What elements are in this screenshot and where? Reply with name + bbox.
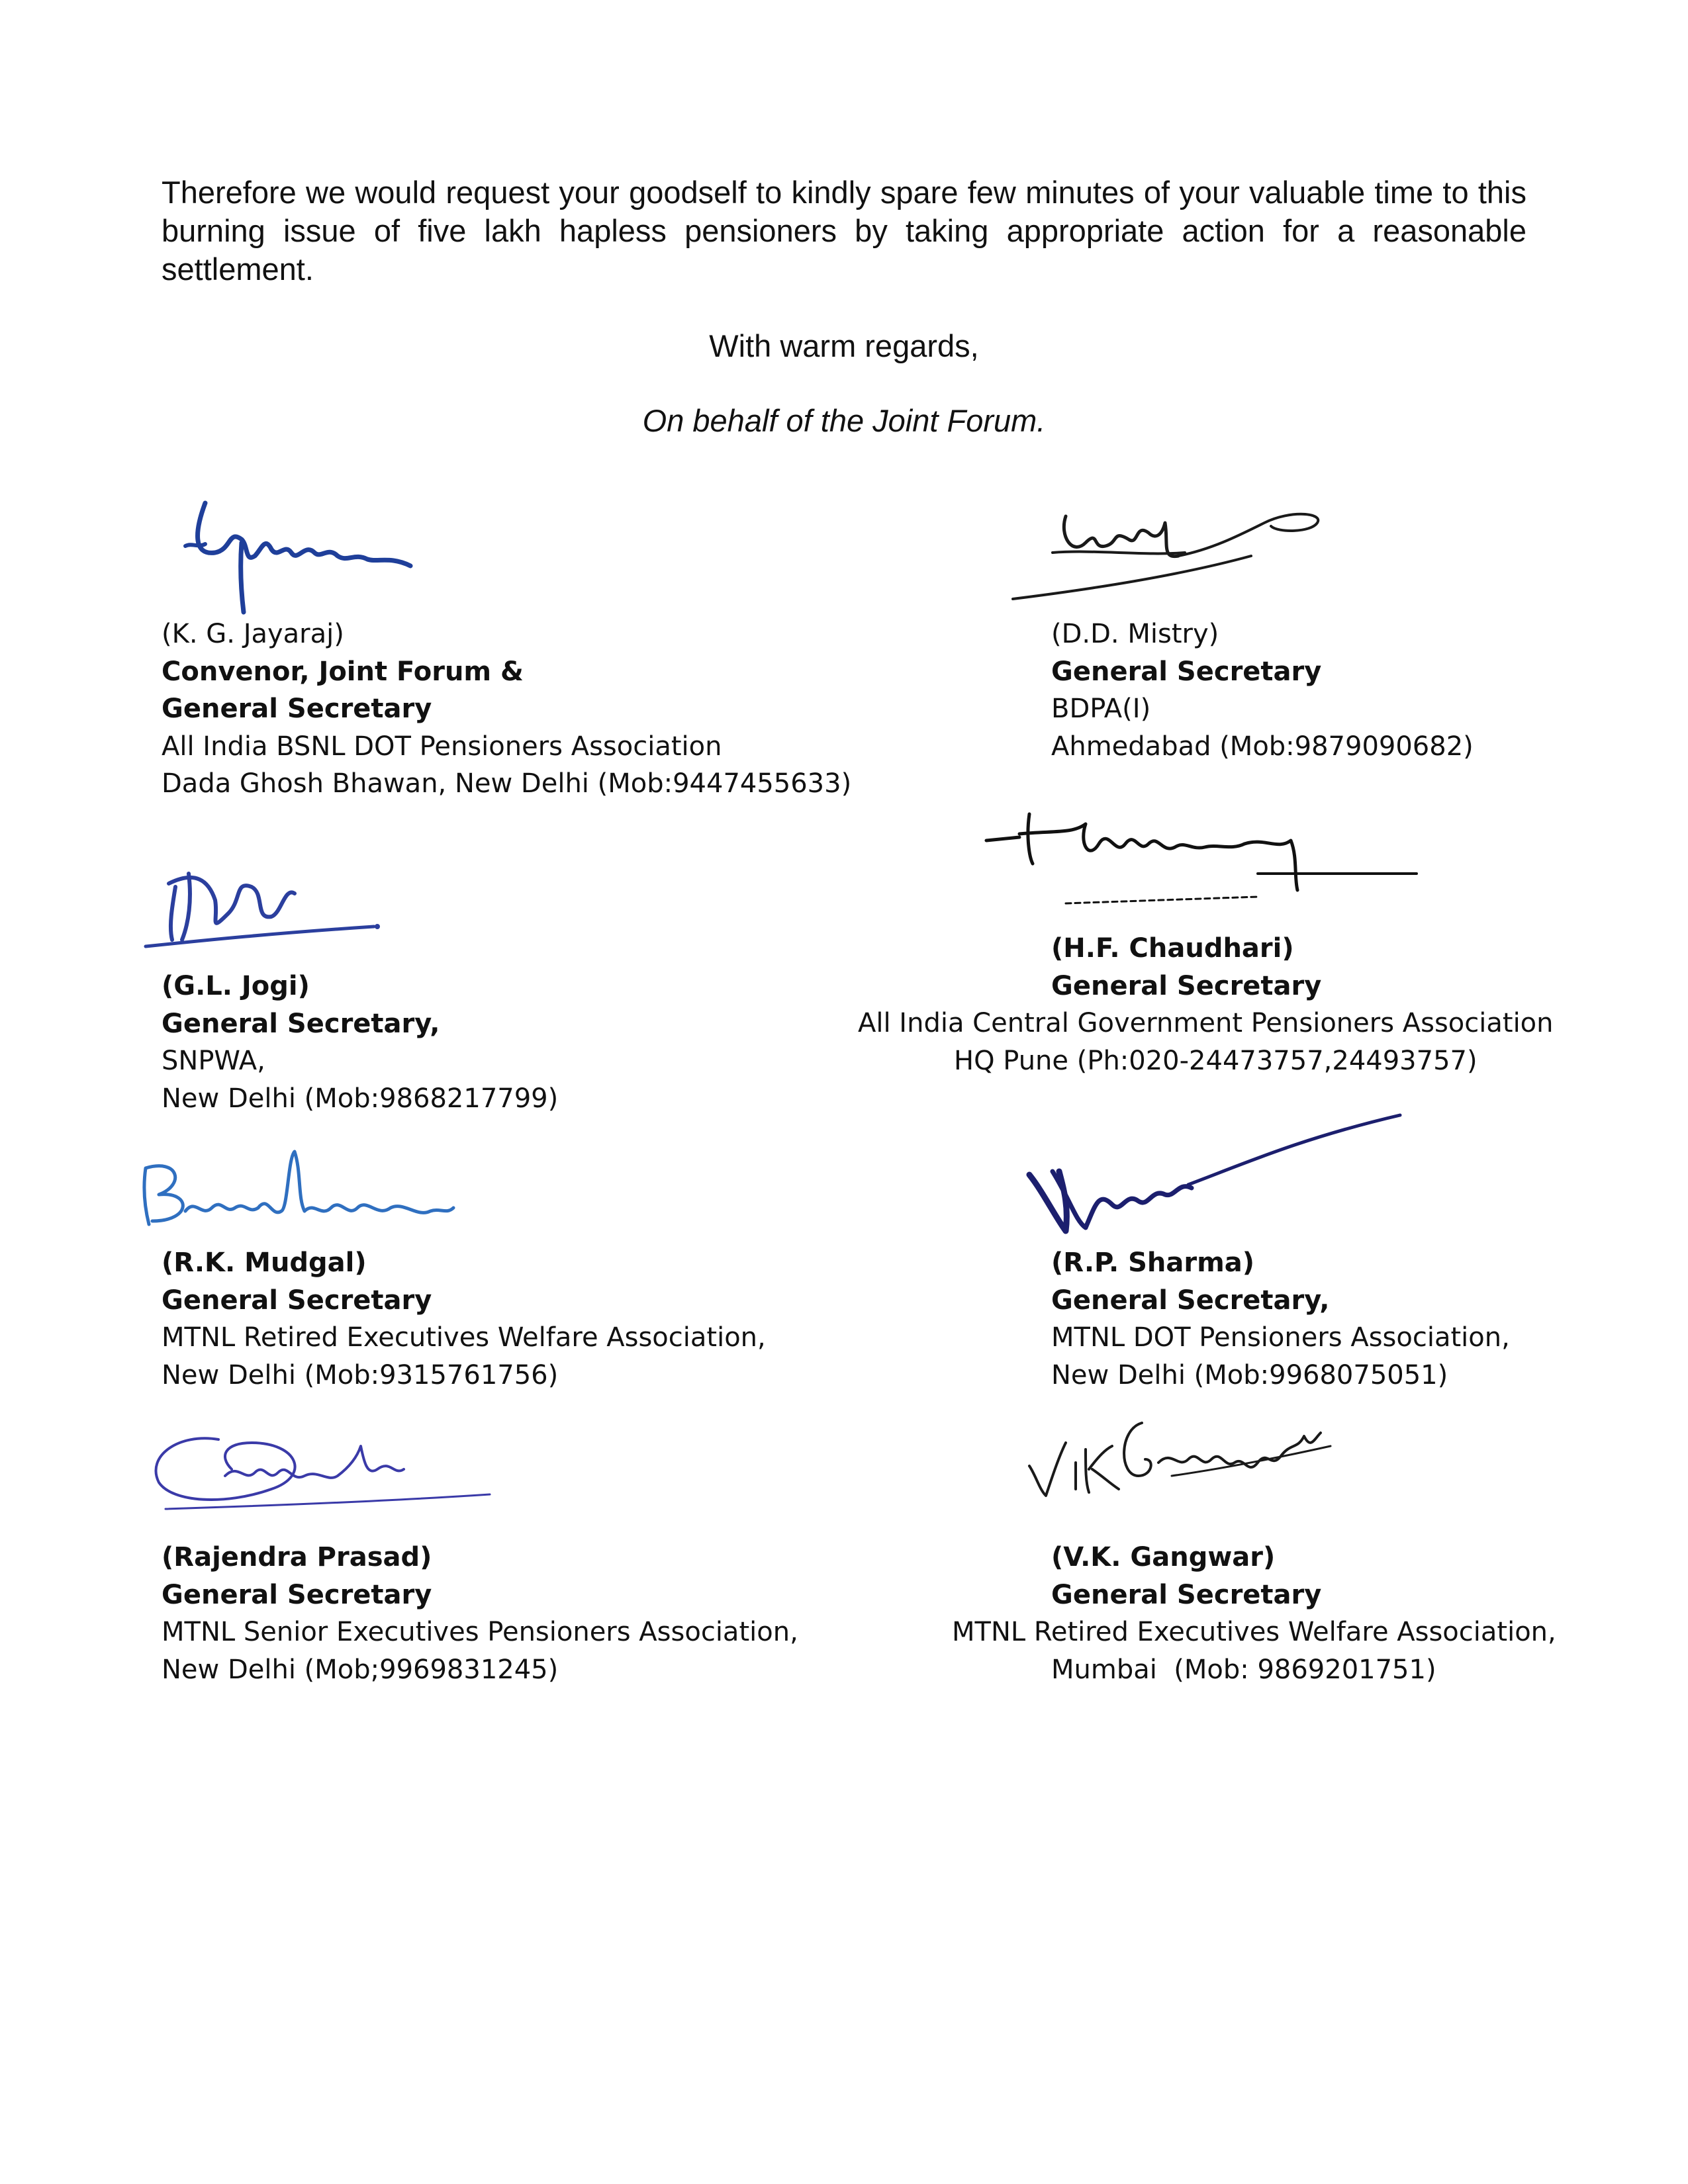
signatory-title: General Secretary (162, 694, 432, 724)
signatory-title: General Secretary (1051, 970, 1322, 1001)
signatory-location: Dada Ghosh Bhawan, New Delhi (Mob:9447455633) (162, 768, 852, 799)
signatory-title: General Secretary, (1051, 1285, 1330, 1316)
signatory-org: SNPWA, (162, 1046, 265, 1076)
signatory-name: (H.F. Chaudhari) (1051, 933, 1294, 964)
signatory-name: (Rajendra Prasad) (162, 1542, 432, 1572)
signature-chaudhari (980, 797, 1430, 917)
signatory-rajendra-prasad (162, 1539, 798, 1688)
signatory-title: Convenor, Joint Forum & (162, 656, 524, 687)
signatory-location: New Delhi (Mob:9968075051) (1051, 1359, 1448, 1390)
signatory-gangwar (952, 1539, 1556, 1688)
signatory-title: General Secretary (1051, 1579, 1322, 1610)
signatory-mudgal (162, 1244, 766, 1394)
signatory-name: (R.P. Sharma) (1051, 1248, 1255, 1278)
signatory-title: General Secretary (162, 1285, 432, 1316)
signatory-location: Ahmedabad (Mob:9879090682) (1051, 731, 1474, 762)
signatory-location: Mumbai (Mob: 9869201751) (1051, 1654, 1436, 1685)
closing-paragraph: Therefore we would request your goodself to kindly spare few minutes of your valuable time to this burning issue of five lakh hapless pensioners by taking appropriate action for a reasonable settlement. (162, 175, 1526, 287)
signatory-sharma (1051, 1244, 1510, 1394)
signatory-name: (G.L. Jogi) (162, 971, 310, 1001)
signatory-org: MTNL Retired Executives Welfare Association, (952, 1617, 1556, 1647)
signatory-jayaraj (162, 615, 851, 803)
signatory-title: General Secretary (162, 1579, 432, 1610)
signatory-org: MTNL DOT Pensioners Association, (1051, 1322, 1510, 1353)
signatory-location: New Delhi (Mob;9969831245) (162, 1654, 559, 1685)
signatory-name: (K. G. Jayaraj) (162, 619, 344, 649)
signatory-mistry (1051, 615, 1474, 765)
signatory-location: New Delhi (Mob:9868217799) (162, 1083, 559, 1114)
signatory-location: New Delhi (Mob:9315761756) (162, 1359, 559, 1390)
signatory-location: HQ Pune (Ph:020-24473757,24493757) (954, 1045, 1477, 1076)
signature-gangwar (1019, 1403, 1337, 1509)
signatory-org: BDPA(I) (1051, 694, 1151, 724)
signatory-org: MTNL Retired Executives Welfare Association, (162, 1322, 766, 1353)
signatory-name: (D.D. Mistry) (1051, 619, 1219, 649)
signature-mistry (1013, 496, 1344, 609)
signatory-title: General Secretary (1051, 656, 1322, 687)
signatory-org: MTNL Senior Executives Pensioners Association, (162, 1617, 798, 1647)
signature-sharma (1023, 1112, 1413, 1238)
signatory-jogi (162, 968, 558, 1117)
signatory-org: All India Central Government Pensioners Association (858, 1008, 1554, 1038)
signature-rajendra-prasad (139, 1416, 510, 1516)
signatory-name: (R.K. Mudgal) (162, 1248, 367, 1278)
signature-jogi (142, 860, 394, 960)
closing-salutation: With warm regards, (709, 328, 979, 363)
signatory-name: (V.K. Gangwar) (1051, 1542, 1276, 1572)
signatory-chaudhari (858, 930, 1554, 1079)
signatory-title: General Secretary, (162, 1008, 440, 1039)
signature-mudgal (139, 1145, 457, 1244)
signature-jayaraj (179, 490, 477, 615)
on-behalf-line: On behalf of the Joint Forum. (642, 403, 1046, 438)
signatory-org: All India BSNL DOT Pensioners Association (162, 731, 722, 762)
